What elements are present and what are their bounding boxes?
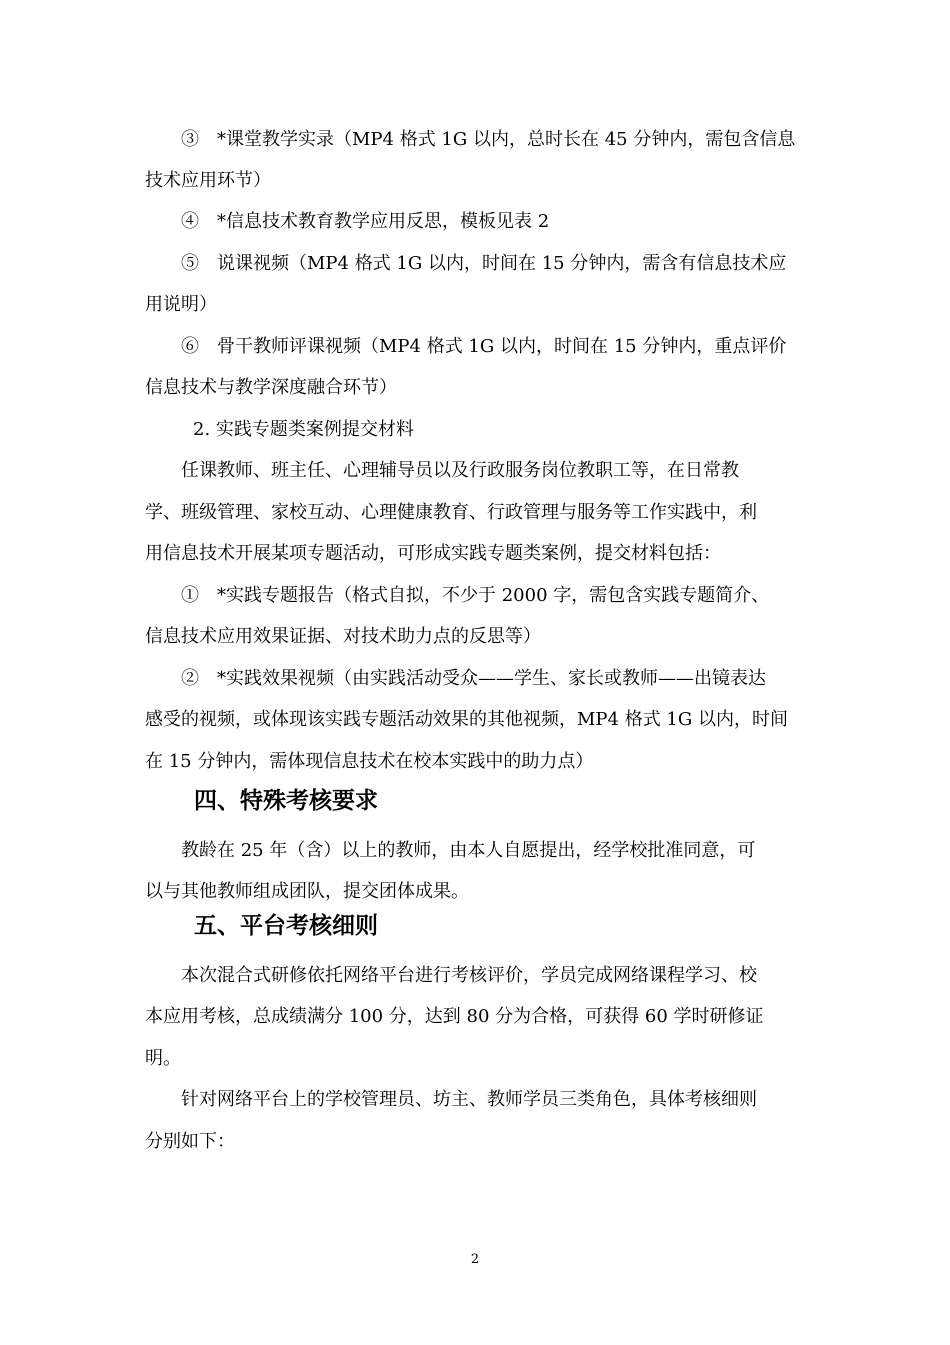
item-3-line-2: 技术应用环节） [145, 170, 271, 191]
section-5-para1-line-1: 本次混合式研修依托网络平台进行考核评价，学员完成网络课程学习、校 [181, 965, 757, 986]
item-5-line-1: ⑤ 说课视频（MP4 格式 1G 以内，时间在 15 分钟内，需含有信息技术应 [181, 253, 787, 274]
section-5-para2-line-2: 分别如下： [145, 1131, 235, 1152]
section-5-para1-line-2: 本应用考核，总成绩满分 100 分，达到 80 分为合格，可获得 60 学时研修证 [145, 1006, 764, 1027]
item-5-line-2: 用说明） [145, 294, 217, 315]
practice-item-1-line-2: 信息技术应用效果证据、对技术助力点的反思等） [145, 626, 541, 647]
practice-item-2-line-1: ② *实践效果视频（由实践活动受众——学生、家长或教师——出镜表达 [181, 668, 766, 689]
subsection-2-para-line-3: 用信息技术开展某项专题活动，可形成实践专题类案例，提交材料包括： [145, 543, 721, 564]
subsection-2-para-line-2: 学、班级管理、家校互动、心理健康教育、行政管理与服务等工作实践中，利 [145, 502, 757, 523]
item-3-line-1: ③ *课堂教学实录（MP4 格式 1G 以内，总时长在 45 分钟内，需包含信息 [181, 129, 796, 150]
item-4-line-1: ④ *信息技术教育教学应用反思，模板见表 2 [181, 211, 550, 232]
section-4-para-line-2: 以与其他教师组成团队，提交团体成果。 [145, 881, 469, 902]
section-5-para1-line-3: 明。 [145, 1048, 181, 1069]
section-4-heading: 四、特殊考核要求 [194, 788, 378, 814]
item-6-line-2: 信息技术与教学深度融合环节） [145, 377, 397, 398]
practice-item-2-line-2: 感受的视频，或体现该实践专题活动效果的其他视频，MP4 格式 1G 以内，时间 [145, 709, 788, 730]
subsection-2-para-line-1: 任课教师、班主任、心理辅导员以及行政服务岗位教职工等，在日常教 [181, 460, 739, 481]
section-5-heading: 五、平台考核细则 [194, 913, 378, 939]
page-number: 2 [470, 1252, 480, 1267]
item-6-line-1: ⑥ 骨干教师评课视频（MP4 格式 1G 以内，时间在 15 分钟内，重点评价 [181, 336, 787, 357]
practice-item-2-line-3: 在 15 分钟内，需体现信息技术在校本实践中的助力点） [145, 751, 594, 772]
practice-item-1-line-1: ① *实践专题报告（格式自拟，不少于 2000 字，需包含实践专题简介、 [181, 585, 770, 606]
section-5-para2-line-1: 针对网络平台上的学校管理员、坊主、教师学员三类角色，具体考核细则 [181, 1089, 757, 1110]
subsection-2-title: 2. 实践专题类案例提交材料 [193, 419, 414, 440]
section-4-para-line-1: 教龄在 25 年（含）以上的教师，由本人自愿提出，经学校批准同意，可 [181, 840, 756, 861]
